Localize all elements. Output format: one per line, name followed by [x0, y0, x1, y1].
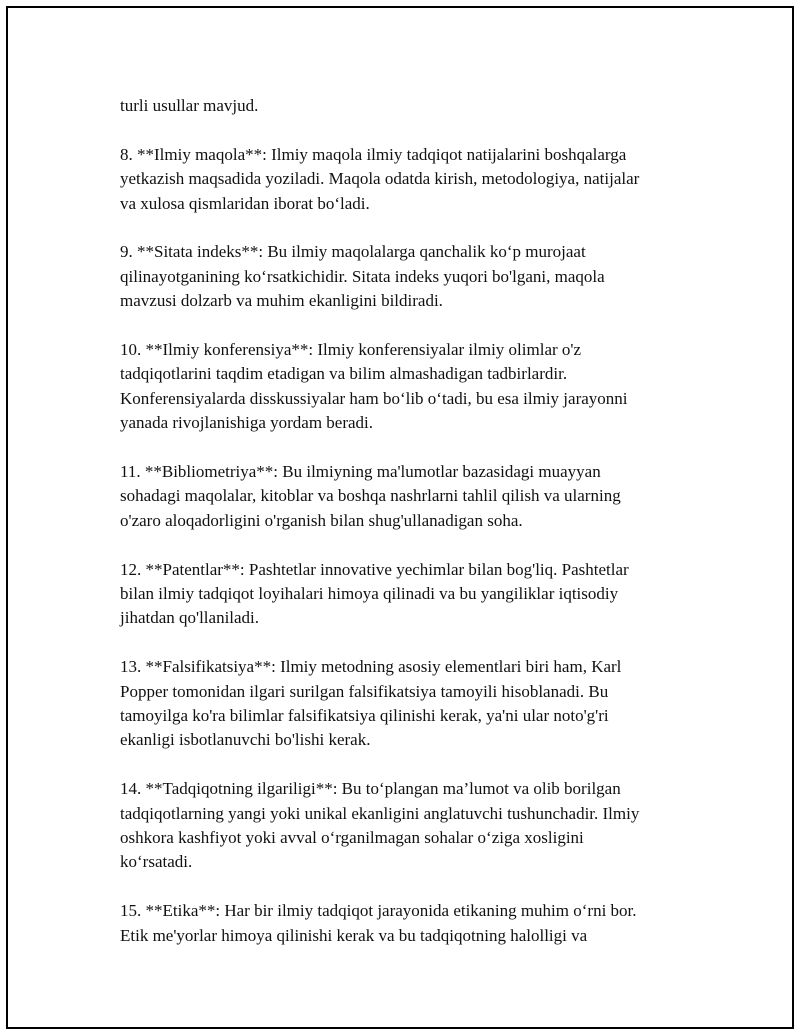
paragraph-ilmiy-konferensiya: 10. **Ilmiy konferensiya**: Ilmiy konferensiyalar ilmiy olimlar o'z tadqiqotlarini taqdim etadigan va bilim almashadigan tadbirlardir. Konferensiyalarda disskussiyalar ham bo‘lib o‘tadi, bu esa ilmiy jarayonni yanada rivojlanishiga yordam beradi. [120, 340, 628, 433]
document-body [120, 94, 705, 972]
paragraph-sitata-indeks: 9. **Sitata indeks**: Bu ilmiy maqolalarga qanchalik ko‘p murojaat qilinayotganining ko‘rsatkichidir. Sitata indeks yuqori bo'lgani, maqola mavzusi dolzarb va muhim ekanligini bildiradi. [120, 242, 605, 311]
paragraph-falsifikatsiya: 13. **Falsifikatsiya**: Ilmiy metodning asosiy elementlari biri ham, Karl Popper tomonidan ilgari surilgan falsifikatsiya tamoyili hisoblanadi. Bu tamoyilga ko'ra bilimlar falsifikatsiya qilinishi kerak, ya'ni ular noto'g'ri ekanligi isbotlanuvchi bo'lishi kerak. [120, 657, 622, 750]
paragraph-bibliometriya: 11. **Bibliometriya**: Bu ilmiyning ma'lumotlar bazasidagi muayyan sohadagi maqolalar, kitoblar va boshqa nashrlarni tahlil qilish va ularning o'zaro aloqadorligini o'rganish bilan shug'ullanadigan soha. [120, 462, 621, 530]
paragraph-etika: 15. **Etika**: Har bir ilmiy tadqiqot jarayonida etikaning muhim o‘rni bor. Etik me'yorlar himoya qilinishi kerak va bu tadqiqotning halolligi va [120, 901, 637, 945]
paragraph-continuation: turli usullar mavjud. [120, 96, 259, 115]
paragraph-tadqiqotning-ilgariligi: 14. **Tadqiqotning ilgariligi**: Bu to‘plangan ma’lumot va olib borilgan tadqiqotlarning yangi yoki unikal ekanligini anglatuvchi tushunchadir. Ilmiy oshkora kashfiyot yoki avval o‘rganilmagan sohalar o‘ziga xosligini ko‘rsatadi. [120, 779, 640, 872]
paragraph-patentlar: 12. **Patentlar**: Pashtetlar innovative yechimlar bilan bog'liq. Pashtetlar bilan ilmiy tadqiqot loyihalari himoya qilinadi va bu yangiliklar iqtisodiy jihatdan qo'llaniladi. [120, 559, 629, 628]
page-frame [6, 6, 794, 1029]
paragraph-ilmiy-maqola: 8. **Ilmiy maqola**: Ilmiy maqola ilmiy tadqiqot natijalarini boshqalarga yetkazish maqsadida yoziladi. Maqola odatda kirish, metodologiya, natijalar va xulosa qismlaridan iborat bo‘ladi. [120, 144, 640, 213]
